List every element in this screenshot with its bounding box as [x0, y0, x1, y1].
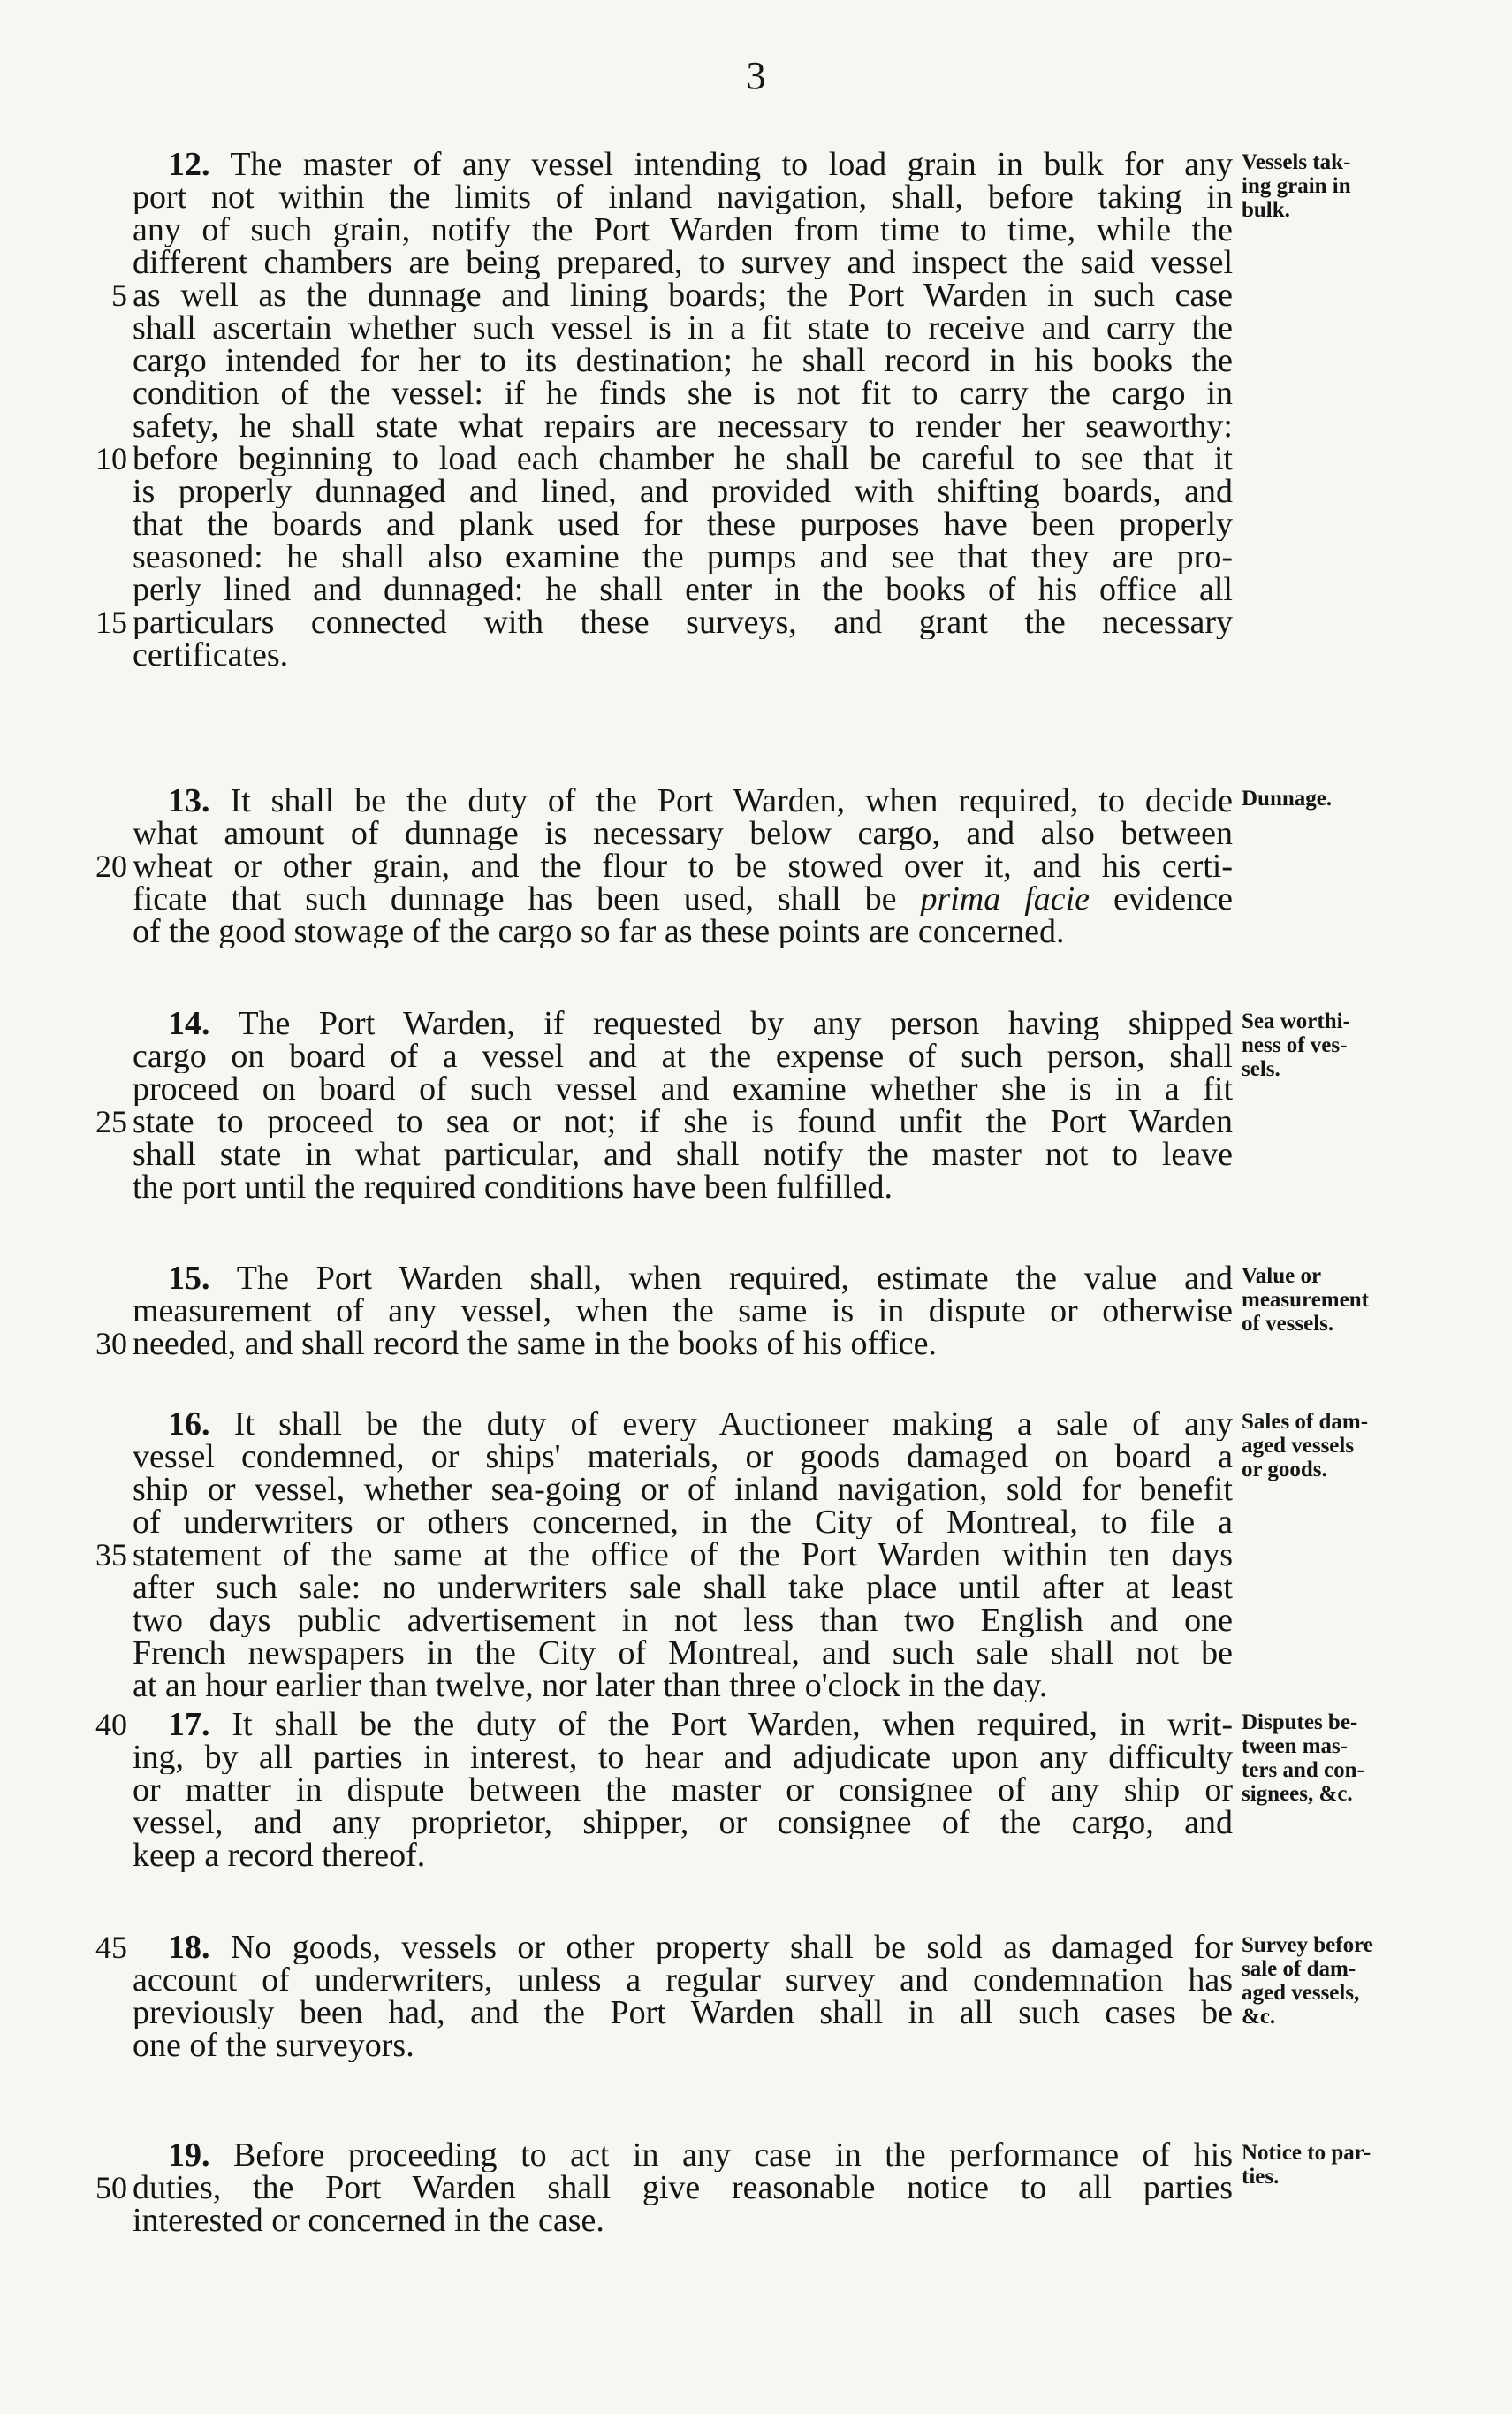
text-line	[133, 1008, 1233, 1040]
text-line: after such sale: no underwriters sale shall take place until after at least	[133, 1572, 1233, 1604]
text-line: statement of the same at the office of the Port Warden within ten days	[133, 1539, 1233, 1572]
section-body	[133, 785, 1233, 948]
text-line: two days public advertisement in not less than two English and one	[133, 1604, 1233, 1637]
text-line	[133, 785, 1233, 818]
marginal-note-line: Sea worthi-	[1242, 1009, 1350, 1033]
text-line: account of underwriters, unless a regular survey and condemnation has	[133, 1964, 1233, 1997]
text-line: keep a record thereof.	[133, 1839, 426, 1872]
text-line: certificates.	[133, 639, 289, 672]
section-body	[133, 1008, 1233, 1204]
text-line: seasoned: he shall also examine the pumps and see that they are pro-	[133, 541, 1233, 574]
italic-phrase: prima facie	[920, 883, 1090, 916]
text-line: any of such grain, notify the Port Warden from time to time, while the	[133, 214, 1233, 247]
text-line: proceed on board of such vessel and examine whether she is in a fit	[133, 1073, 1233, 1106]
text-line: perly lined and dunnaged: he shall enter in the books of his office all	[133, 574, 1233, 606]
text-line: the port until the required conditions have been fulfilled.	[133, 1171, 893, 1204]
text-line: that the boards and plank used for these purposes have been properly	[133, 508, 1233, 541]
marginal-note	[1242, 1933, 1498, 2029]
marginal-note-line: aged vessels	[1242, 1434, 1355, 1458]
marginal-note-line: or goods.	[1242, 1458, 1327, 1481]
text-line	[133, 1931, 1233, 1964]
text-line: condition of the vessel: if he finds she is not fit to carry the cargo in	[133, 377, 1233, 410]
line-text: Before proceeding to act in any case in the performance of his	[232, 2139, 1233, 2172]
text-line: shall ascertain whether such vessel is in a fit state to receive and carry the	[133, 312, 1233, 345]
marginal-note-line: ing grain in	[1242, 174, 1351, 198]
text-line: at an hour earlier than twelve, nor later than three o'clock in the day.	[133, 1670, 1048, 1702]
text-line	[133, 2139, 1233, 2172]
line-number: 20	[95, 849, 127, 884]
line-number: 40	[95, 1707, 127, 1742]
marginal-note-line: ness of ves-	[1242, 1033, 1348, 1057]
section-number: 13.	[168, 785, 210, 818]
line-text: The master of any vessel intending to load grain in bulk for any	[230, 148, 1233, 181]
marginal-note-line: Sales of dam-	[1242, 1410, 1369, 1434]
section-body	[133, 148, 1233, 672]
marginal-note	[1242, 787, 1498, 811]
line-number: 10	[95, 441, 127, 476]
marginal-note-line: Dunnage.	[1242, 787, 1333, 811]
line-number: 15	[95, 605, 127, 640]
marginal-note-line: sels.	[1242, 1057, 1280, 1081]
section-number: 14.	[168, 1008, 210, 1040]
section-body	[133, 1262, 1233, 1360]
section-number: 17.	[168, 1709, 210, 1741]
text-line: ing, by all parties in interest, to hear and adjudicate upon any difficulty	[133, 1741, 1233, 1774]
section-body	[133, 2139, 1233, 2237]
marginal-note-line: signees, &c.	[1242, 1782, 1353, 1806]
text-line: cargo intended for her to its destination; he shall record in his books the	[133, 345, 1233, 377]
marginal-note	[1242, 1710, 1498, 1806]
section-number: 16.	[168, 1408, 210, 1441]
line-text: It shall be the duty of the Port Warden, when required, to decide	[230, 785, 1233, 818]
line-number: 30	[95, 1326, 127, 1361]
section-number: 18.	[168, 1931, 210, 1964]
section-number: 19.	[168, 2139, 210, 2172]
text-line: measurement of any vessel, when the same is in dispute or otherwise	[133, 1295, 1233, 1328]
text-line: safety, he shall state what repairs are necessary to render her seaworthy:	[133, 410, 1233, 443]
section-body	[133, 1408, 1233, 1702]
line-text: It shall be the duty of the Port Warden, when required, in writ-	[232, 1709, 1233, 1741]
marginal-note-line: of vessels.	[1242, 1312, 1334, 1336]
text-line: duties, the Port Warden shall give reasonable notice to all parties	[133, 2172, 1233, 2205]
text-line: is properly dunnaged and lined, and provided with shifting boards, and	[133, 476, 1233, 508]
text-line: shall state in what particular, and shall notify the master not to leave	[133, 1138, 1233, 1171]
text-line: different chambers are being prepared, to survey and inspect the said vessel	[133, 247, 1233, 279]
line-text: It shall be the duty of every Auctioneer making a sale of any	[233, 1408, 1233, 1441]
marginal-note-line: tween mas-	[1242, 1734, 1349, 1758]
text-line: needed, and shall record the same in the books of his office.	[133, 1328, 937, 1360]
text-line	[133, 1709, 1233, 1741]
line-text: The Port Warden, if requested by any person having shipped	[238, 1008, 1233, 1040]
marginal-note	[1242, 1410, 1498, 1481]
text-line: ship or vessel, whether sea-going or of inland navigation, sold for benefit	[133, 1474, 1233, 1506]
marginal-note-line: Notice to par-	[1242, 2141, 1371, 2165]
text-line	[133, 148, 1233, 181]
section-body	[133, 1931, 1233, 2062]
section-number: 15.	[168, 1262, 210, 1295]
line-number: 50	[95, 2170, 127, 2205]
text-line: French newspapers in the City of Montreal, and such sale shall not be	[133, 1637, 1233, 1670]
text-line: as well as the dunnage and lining boards; the Port Warden in such case	[133, 279, 1233, 312]
text-line: vessel condemned, or ships' materials, or goods damaged on board a	[133, 1441, 1233, 1474]
marginal-note-line: ters and con-	[1242, 1758, 1364, 1782]
text-line: of the good stowage of the cargo so far as these points are concerned.	[133, 916, 1065, 948]
marginal-note-line: Disputes be-	[1242, 1710, 1358, 1734]
marginal-note-line: &c.	[1242, 2005, 1276, 2029]
marginal-note-line: Value or	[1242, 1264, 1322, 1288]
marginal-note-line: Survey before	[1242, 1933, 1373, 1957]
text-line: particulars connected with these surveys, and grant the necessary	[133, 606, 1233, 639]
text-line: or matter in dispute between the master or consignee of any ship or	[133, 1774, 1233, 1807]
text-line: ficate that such dunnage has been used, shall be prima facie evidence	[133, 883, 1233, 916]
text-line	[133, 1262, 1233, 1295]
text-line: cargo on board of a vessel and at the expense of such person, shall	[133, 1040, 1233, 1073]
marginal-note-line: bulk.	[1242, 198, 1290, 222]
text-line	[133, 1408, 1233, 1441]
marginal-note-line: measurement	[1242, 1288, 1369, 1312]
line-number: 35	[95, 1537, 127, 1573]
marginal-note-line: Vessels tak-	[1242, 150, 1351, 174]
text-line: interested or concerned in the case.	[133, 2205, 604, 2237]
line-number: 5	[111, 278, 127, 313]
text-line: before beginning to load each chamber he shall be careful to see that it	[133, 443, 1233, 476]
text-line: vessel, and any proprietor, shipper, or consignee of the cargo, and	[133, 1807, 1233, 1839]
text-line: what amount of dunnage is necessary below cargo, and also between	[133, 818, 1233, 850]
text-line: port not within the limits of inland navigation, shall, before taking in	[133, 181, 1233, 214]
marginal-note	[1242, 2141, 1498, 2189]
line-number: 25	[95, 1104, 127, 1139]
marginal-note-line: sale of dam-	[1242, 1957, 1356, 1981]
text-line: state to proceed to sea or not; if she is found unfit the Port Warden	[133, 1106, 1233, 1138]
line-text: No goods, vessels or other property shall be sold as damaged for	[230, 1931, 1233, 1964]
section-body	[133, 1709, 1233, 1872]
text-line: one of the surveyors.	[133, 2029, 414, 2062]
marginal-note	[1242, 1009, 1498, 1081]
page-number: 3	[746, 54, 766, 97]
section-number: 12.	[168, 148, 210, 181]
marginal-note-line: ties.	[1242, 2165, 1280, 2189]
marginal-note	[1242, 1264, 1498, 1336]
text-line: wheat or other grain, and the flour to be stowed over it, and his certi-	[133, 850, 1233, 883]
text-line: of underwriters or others concerned, in the City of Montreal, to file a	[133, 1506, 1233, 1539]
marginal-note-line: aged vessels,	[1242, 1981, 1360, 2005]
line-number: 45	[95, 1930, 127, 1965]
marginal-note	[1242, 150, 1498, 222]
text-line: previously been had, and the Port Warden shall in all such cases be	[133, 1997, 1233, 2029]
line-text: The Port Warden shall, when required, estimate the value and	[236, 1262, 1233, 1295]
